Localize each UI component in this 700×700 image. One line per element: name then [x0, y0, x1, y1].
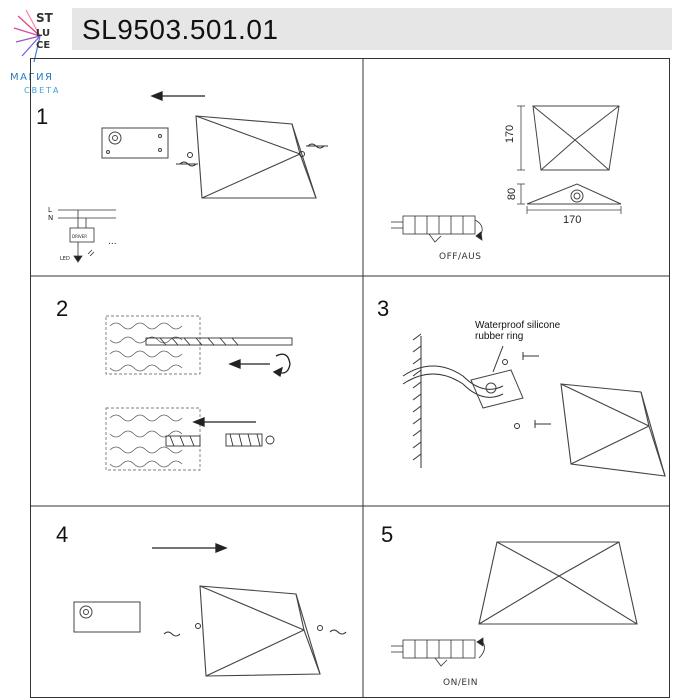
svg-text:ST: ST — [36, 11, 53, 25]
dimension-depth: 80 — [506, 187, 519, 201]
terminal-block-icon — [391, 638, 485, 666]
arrow-left-icon — [152, 92, 205, 100]
lamp-body-icon — [200, 586, 320, 676]
step-number-2: 2 — [56, 296, 69, 321]
wiring-label-n: N — [48, 214, 54, 222]
switch-on-label: ON/EIN — [443, 678, 478, 688]
wiring-label-dots: ... — [108, 237, 117, 247]
wiring-label-l: L — [48, 206, 52, 214]
callout-line-2: rubber ring — [475, 331, 524, 342]
step-number-3: 3 — [377, 296, 390, 321]
dimension-height: 170 — [504, 124, 517, 144]
logo-subtitle: СВЕТА — [24, 86, 61, 95]
step-5-illustration — [363, 506, 670, 698]
svg-text:LU: LU — [36, 28, 51, 39]
arrow-left-icon — [230, 360, 270, 368]
dimension-line-depth — [517, 184, 525, 204]
rotate-icon — [274, 354, 290, 376]
svg-text:CE: CE — [36, 40, 51, 51]
panel-step-5 — [363, 506, 670, 698]
panel-step-2 — [30, 276, 363, 506]
mounting-plate-icon — [102, 128, 168, 158]
step-3-illustration — [363, 276, 670, 506]
front-view-icon — [479, 542, 637, 624]
logo-name: МАГИЯ — [10, 72, 54, 83]
wall-plug-icon — [166, 434, 274, 446]
mounting-plate-icon — [74, 602, 140, 632]
wiring-label-driver: DRIVER — [72, 234, 88, 239]
terminal-block-icon — [391, 216, 482, 242]
dimension-width: 170 — [563, 214, 582, 226]
wall-texture-icon — [106, 316, 200, 470]
panel-step-3 — [363, 276, 670, 506]
top-view-icon — [527, 184, 621, 204]
lamp-body-icon — [561, 384, 665, 476]
panel-step-4 — [30, 506, 363, 698]
arrow-right-icon — [152, 544, 226, 552]
switch-off-label: OFF/AUS — [439, 252, 482, 262]
front-view-icon — [533, 106, 619, 170]
arrow-left-icon-2 — [194, 418, 256, 426]
step-4-illustration — [30, 506, 363, 698]
logo-mark-icon — [10, 6, 70, 66]
callout-line-1: Waterproof silicone — [475, 320, 561, 331]
dimension-line-width — [527, 206, 621, 214]
screw-icon — [164, 624, 346, 637]
screw-icon — [503, 352, 552, 429]
step-number-5: 5 — [381, 522, 394, 547]
step-number-4: 4 — [56, 522, 69, 547]
step-2-illustration — [30, 276, 363, 506]
panel-step-1 — [30, 58, 363, 276]
instruction-grid — [30, 58, 670, 698]
mounting-plate-icon — [471, 370, 523, 408]
panel-dimensions — [363, 58, 670, 276]
wall-icon — [413, 334, 421, 468]
model-title: SL9503.501.01 — [82, 14, 279, 45]
dimension-line-height — [517, 106, 525, 170]
step-number-1: 1 — [36, 104, 49, 129]
step-1-illustration — [30, 58, 363, 276]
lamp-body-icon — [196, 116, 316, 198]
wiring-label-led: LED — [60, 256, 70, 262]
dimensions-illustration — [363, 58, 670, 276]
